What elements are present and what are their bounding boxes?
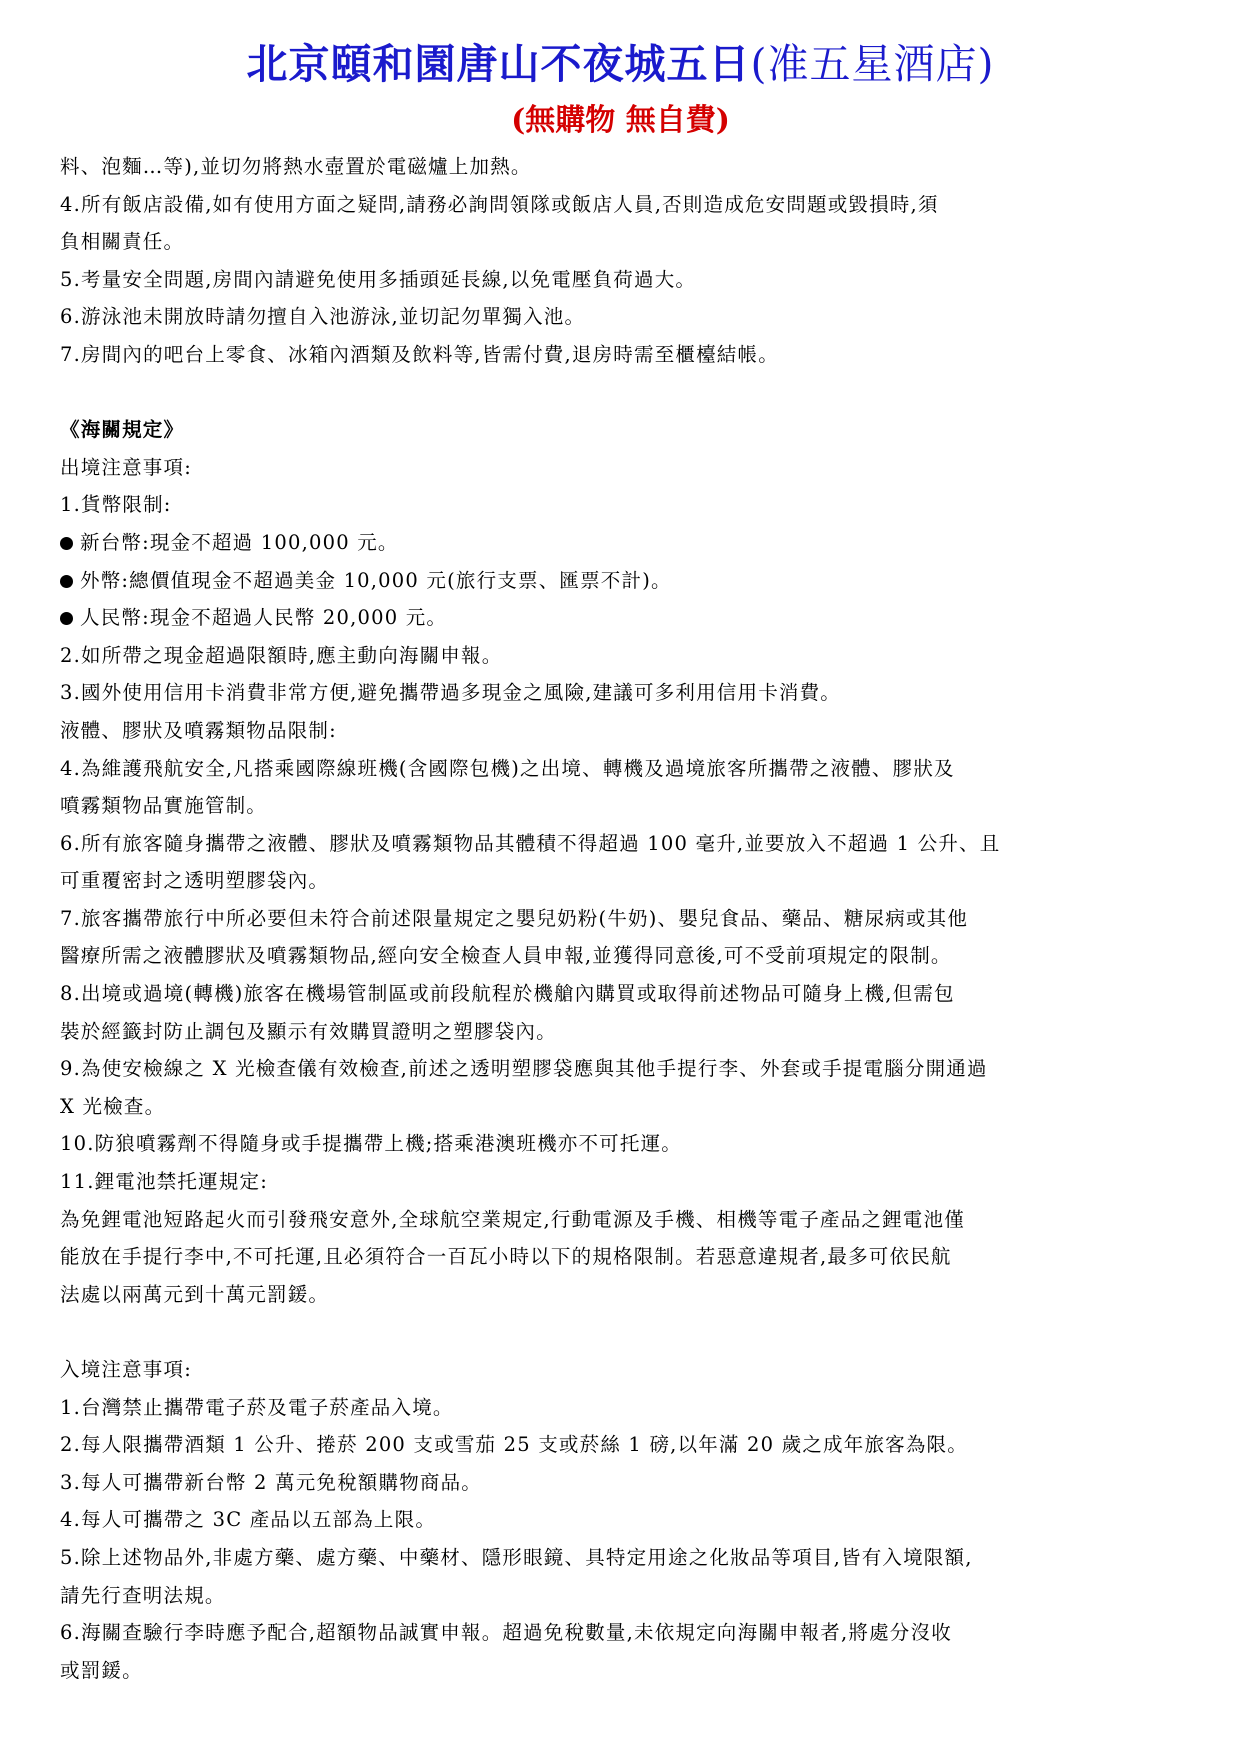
entry-rule-line: 4.每人可攜帶之 3C 產品以五部為上限。 — [60, 1508, 437, 1532]
exit-rule-line: 9.為使安檢線之 X 光檢查儀有效檢查,前述之透明塑膠袋應與其他手提行李、外套或手提電腦分開通過 — [60, 1057, 988, 1081]
lithium-rule-title: 11.鋰電池禁托運規定: — [60, 1170, 268, 1194]
currency-bullet-rmb: 人民幣:現金不超過人民幣 20,000 元。 — [60, 599, 1190, 637]
exit-rule-line: 7.旅客攜帶旅行中所必要但未符合前述限量規定之嬰兒奶粉(牛奶)、嬰兒食品、藥品、糖尿病或其他 — [60, 906, 969, 930]
hotel-note-line: 4.所有飯店設備,如有使用方面之疑問,請務必詢問領隊或飯店人員,否則造成危安問題或毀損時,須 — [60, 192, 939, 216]
exit-section-title: 出境注意事項: — [60, 455, 192, 479]
exit-rule-line: 醫療所需之液體膠狀及噴霧類物品,經向安全檢查人員申報,並獲得同意後,可不受前項規定的限制。 — [60, 944, 952, 968]
lithium-rule-line: 為免鋰電池短路起火而引發飛安意外,全球航空業規定,行動電源及手機、相機等電子產品之鋰電池僅 — [60, 1207, 965, 1231]
entry-rule-line: 6.海關查驗行李時應予配合,超額物品誠實申報。超過免稅數量,未依規定向海關申報者,將處分沒收 — [60, 1621, 952, 1645]
bullet-icon — [60, 612, 73, 625]
title-main: 北京頤和園唐山不夜城五日 — [246, 40, 751, 88]
currency-limit-title: 1.貨幣限制: — [60, 493, 172, 517]
hotel-note-line: 5.考量安全問題,房間內請避免使用多插頭延長線,以免電壓負荷過大。 — [60, 267, 697, 291]
entry-rule-line: 或罰鍰。 — [60, 1658, 143, 1682]
title-hotel-grade: (准五星酒店) — [750, 40, 995, 88]
entry-rule-line: 請先行查明法規。 — [60, 1583, 226, 1607]
exit-rule-line: 4.為維護飛航安全,凡搭乘國際線班機(含國際包機)之出境、轉機及過境旅客所攜帶之液體、膠狀及 — [60, 756, 955, 780]
lithium-rule-line: 能放在手提行李中,不可托運,且必須符合一百瓦小時以下的規格限制。若惡意違規者,最多可依民航 — [60, 1245, 952, 1269]
exit-rule-line: X 光檢查。 — [60, 1094, 166, 1118]
hotel-note-line: 料、泡麵…等),並切勿將熱水壺置於電磁爐上加熱。 — [60, 155, 532, 178]
currency-bullet-twd: 新台幣:現金不超過 100,000 元。 — [60, 524, 1190, 562]
entry-rule-line: 5.除上述物品外,非處方藥、處方藥、中藥材、隱形眼鏡、具特定用途之化妝品等項目,皆有入境限額, — [60, 1545, 973, 1569]
exit-rule-line: 可重覆密封之透明塑膠袋內。 — [60, 869, 330, 893]
liquid-limit-title: 液體、膠狀及噴霧類物品限制: — [60, 718, 337, 742]
page-subtitle: (無購物 無自費) — [511, 103, 730, 138]
bullet-icon — [60, 537, 73, 550]
entry-rule-line: 2.每人限攜帶酒類 1 公升、捲菸 200 支或雪茄 25 支或菸絲 1 磅,以年滿 20 歲之成年旅客為限。 — [60, 1433, 968, 1457]
hotel-note-line: 6.游泳池未開放時請勿擅自入池游泳,並切記勿單獨入池。 — [60, 305, 586, 329]
hotel-note-line: 7.房間內的吧台上零食、冰箱內酒類及飲料等,皆需付費,退房時需至櫃檯結帳。 — [60, 342, 779, 366]
page-title — [0, 34, 1241, 94]
exit-rule-line: 6.所有旅客隨身攜帶之液體、膠狀及噴霧類物品其體積不得超過 100 毫升,並要放入不超過 1 公升、且 — [60, 831, 1001, 855]
exit-rule-line: 3.國外使用信用卡消費非常方便,避免攜帶過多現金之風險,建議可多利用信用卡消費。 — [60, 681, 842, 705]
customs-heading: 《海關規定》 — [60, 418, 185, 442]
spacer — [60, 374, 1190, 412]
exit-rule-line: 2.如所帶之現金超過限額時,應主動向海關申報。 — [60, 643, 503, 667]
hotel-note-line: 負相關責任。 — [60, 230, 185, 254]
entry-rule-line: 3.每人可攜帶新台幣 2 萬元免稅額購物商品。 — [60, 1470, 483, 1494]
exit-rule-line: 裝於經籤封防止調包及顯示有效購買證明之塑膠袋內。 — [60, 1019, 557, 1043]
currency-bullet-foreign: 外幣:總價值現金不超過美金 10,000 元(旅行支票、匯票不計)。 — [60, 562, 1190, 600]
exit-rule-line: 8.出境或過境(轉機)旅客在機場管制區或前段航程於機艙內購買或取得前述物品可隨身上機,但需包 — [60, 982, 955, 1006]
exit-rule-line: 噴霧類物品實施管制。 — [60, 794, 268, 818]
entry-section-title: 入境注意事項: — [60, 1358, 192, 1381]
spacer — [60, 1313, 1190, 1351]
lithium-rule-line: 法處以兩萬元到十萬元罰鍰。 — [60, 1282, 330, 1306]
document-body — [60, 148, 1190, 1689]
exit-rule-line: 10.防狼噴霧劑不得隨身或手提攜帶上機;搭乘港澳班機亦不可托運。 — [60, 1132, 682, 1156]
bullet-icon — [60, 575, 73, 588]
entry-rule-line: 1.台灣禁止攜帶電子菸及電子菸產品入境。 — [60, 1395, 454, 1419]
